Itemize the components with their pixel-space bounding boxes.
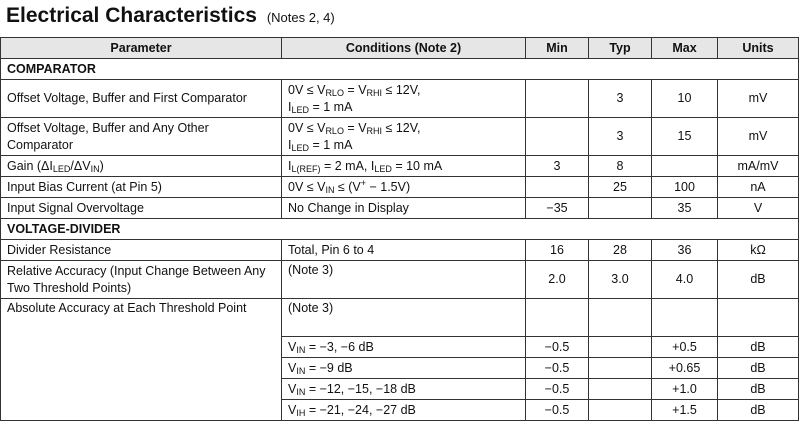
table-row [1, 261, 799, 299]
table-row [1, 198, 799, 219]
title-notes: (Notes 2, 4) [266, 10, 335, 25]
table-row [1, 177, 799, 198]
min-cell: −0.5 [526, 400, 589, 421]
param-text: /ΔV [70, 158, 91, 173]
max-cell: 36 [652, 240, 718, 261]
typ-cell: 25 [589, 177, 652, 198]
cond-text: = −9 dB [305, 360, 353, 375]
cond-text: ≤ 12V, [382, 82, 421, 97]
cond-text: ≤ 12V, [382, 120, 421, 135]
units-cell: dB [718, 358, 799, 379]
typ-cell [589, 299, 652, 337]
table-row [1, 80, 799, 118]
cond-superscript: + [360, 177, 367, 188]
typ-cell: 3.0 [589, 261, 652, 299]
cond-subscript: RLO [325, 125, 344, 136]
cond-subscript: LED [291, 104, 309, 115]
min-cell [526, 177, 589, 198]
conditions-cell [282, 337, 526, 358]
parameter-cell: Input Bias Current (at Pin 5) [1, 177, 282, 198]
section-label: COMPARATOR [1, 59, 799, 80]
typ-cell [589, 198, 652, 219]
conditions-cell [282, 379, 526, 400]
typ-cell [589, 379, 652, 400]
conditions-cell: No Change in Display [282, 198, 526, 219]
cond-subscript: RHI [366, 87, 383, 98]
conditions-cell: (Note 3) [282, 299, 526, 337]
min-cell [526, 299, 589, 337]
cond-subscript: LED [291, 142, 309, 153]
max-cell [652, 299, 718, 337]
max-cell: +0.5 [652, 337, 718, 358]
units-cell: mA/mV [718, 156, 799, 177]
cond-text: = 2 mA, I [320, 158, 375, 173]
cond-subscript: RLO [325, 87, 344, 98]
units-cell: dB [718, 400, 799, 421]
max-cell [652, 156, 718, 177]
title-row [0, 0, 800, 36]
title-text: Electrical Characteristics [6, 4, 257, 27]
header-units: Units [718, 38, 799, 59]
conditions-cell [282, 177, 526, 198]
param-subscript: IN [90, 163, 100, 174]
param-text: Gain (ΔI [7, 158, 53, 173]
cond-subscript: IN [296, 365, 306, 376]
units-cell [718, 299, 799, 337]
cond-text: V [288, 381, 297, 396]
cond-text: = V [343, 82, 367, 97]
min-cell [526, 80, 589, 118]
conditions-cell [282, 400, 526, 421]
units-cell: kΩ [718, 240, 799, 261]
param-subscript: LED [52, 163, 71, 174]
table-row [1, 118, 799, 156]
typ-cell [589, 358, 652, 379]
typ-cell: 3 [589, 80, 652, 118]
parameter-cell: Offset Voltage, Buffer and Any Other Comparator [1, 118, 282, 156]
max-cell: 15 [652, 118, 718, 156]
cond-text: = 1 mA [309, 99, 353, 114]
cond-text: = −21, −24, −27 dB [305, 402, 416, 417]
cond-text: ≤ (V [334, 179, 361, 194]
cond-text: I [288, 158, 292, 173]
conditions-cell [282, 118, 526, 156]
typ-cell [589, 400, 652, 421]
min-cell: 3 [526, 156, 589, 177]
conditions-cell [282, 156, 526, 177]
max-cell: +1.0 [652, 379, 718, 400]
min-cell: −0.5 [526, 358, 589, 379]
cond-text: 0V ≤ V [288, 82, 326, 97]
max-cell: 4.0 [652, 261, 718, 299]
header-conditions: Conditions (Note 2) [282, 38, 526, 59]
units-cell: dB [718, 261, 799, 299]
param-text: ) [99, 158, 104, 173]
cond-text: I [288, 99, 292, 114]
typ-cell: 28 [589, 240, 652, 261]
typ-cell: 8 [589, 156, 652, 177]
conditions-cell: (Note 3) [282, 261, 526, 299]
min-cell [526, 118, 589, 156]
min-cell: −0.5 [526, 379, 589, 400]
cond-subscript: IN [296, 386, 306, 397]
min-cell: −35 [526, 198, 589, 219]
parameter-cell: Absolute Accuracy at Each Threshold Point [1, 299, 282, 421]
header-typ: Typ [589, 38, 652, 59]
max-cell: 100 [652, 177, 718, 198]
max-cell: 10 [652, 80, 718, 118]
cond-text: V [288, 402, 297, 417]
parameter-cell: Divider Resistance [1, 240, 282, 261]
cond-text: 0V ≤ V [288, 179, 326, 194]
section-row-comparator [1, 59, 799, 80]
cond-text: V [288, 360, 297, 375]
section-row-voltage-divider [1, 219, 799, 240]
conditions-cell [282, 358, 526, 379]
table-row [1, 240, 799, 261]
header-min: Min [526, 38, 589, 59]
cond-subscript: IH [296, 407, 306, 418]
cond-text: I [288, 137, 292, 152]
max-cell: +1.5 [652, 400, 718, 421]
max-cell: 35 [652, 198, 718, 219]
cond-text: = −3, −6 dB [305, 339, 374, 354]
cond-subscript: IN [296, 344, 306, 355]
electrical-characteristics-table [0, 37, 799, 421]
page-title [6, 4, 335, 28]
min-cell: −0.5 [526, 337, 589, 358]
cond-text: = 1 mA [309, 137, 353, 152]
cond-text: = V [343, 120, 367, 135]
cond-text: = −12, −15, −18 dB [305, 381, 416, 396]
units-cell: dB [718, 379, 799, 400]
cond-subscript: RHI [366, 125, 383, 136]
typ-cell [589, 337, 652, 358]
min-cell: 2.0 [526, 261, 589, 299]
conditions-cell: Total, Pin 6 to 4 [282, 240, 526, 261]
header-row [1, 38, 799, 59]
units-cell: mV [718, 118, 799, 156]
cond-subscript: IN [325, 184, 335, 195]
min-cell: 16 [526, 240, 589, 261]
cond-subscript: LED [374, 163, 392, 174]
header-parameter: Parameter [1, 38, 282, 59]
parameter-cell: Offset Voltage, Buffer and First Comparator [1, 80, 282, 118]
units-cell: V [718, 198, 799, 219]
parameter-cell: Input Signal Overvoltage [1, 198, 282, 219]
section-label: VOLTAGE-DIVIDER [1, 219, 799, 240]
table-row [1, 299, 799, 337]
cond-text: − 1.5V) [366, 179, 411, 194]
units-cell: nA [718, 177, 799, 198]
conditions-cell [282, 80, 526, 118]
cond-text: = 10 mA [391, 158, 443, 173]
units-cell: mV [718, 80, 799, 118]
header-max: Max [652, 38, 718, 59]
units-cell: dB [718, 337, 799, 358]
cond-subscript: L(REF) [291, 163, 321, 174]
table-row [1, 156, 799, 177]
cond-text: V [288, 339, 297, 354]
parameter-cell [1, 156, 282, 177]
parameter-cell: Relative Accuracy (Input Change Between Any Two Threshold Points) [1, 261, 282, 299]
cond-text: 0V ≤ V [288, 120, 326, 135]
max-cell: +0.65 [652, 358, 718, 379]
typ-cell: 3 [589, 118, 652, 156]
